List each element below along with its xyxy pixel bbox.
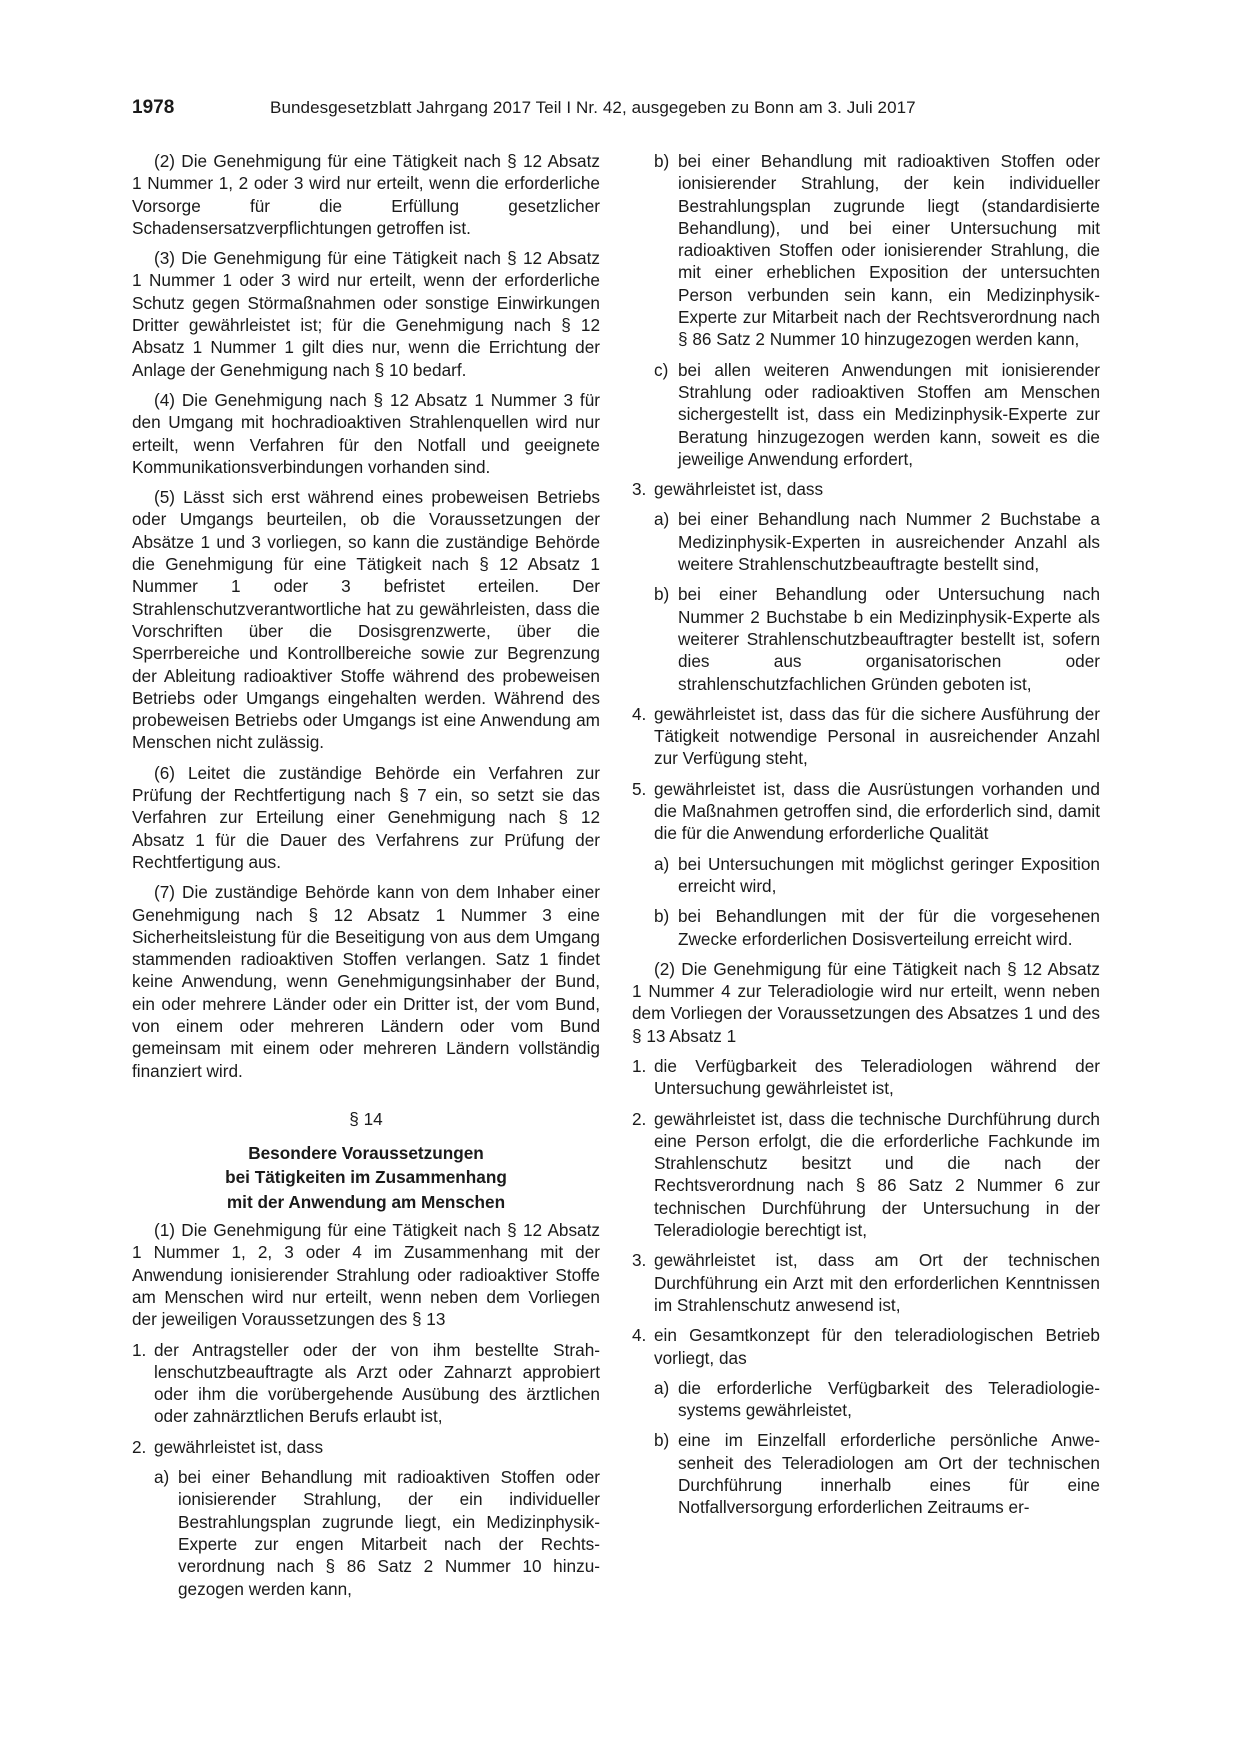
sub-list-item-text: bei einer Behandlung nach Nummer 2 Buchstabe a Medizinphysik-Experten in ausreichender Anzahl als weitere Strahlenschutzbeauftragte bestellt sind, bbox=[678, 509, 1100, 575]
list-item-text: gewährleistet ist, dass die technische Durchführung durch eine Person erfolgt, die die erforderliche Fachkunde im Strahlenschutz besitzt und die nach der Rechtsverordnung nach § 86 Satz 2 Nummer 6 zur technischen Durchführung der Untersuchung in der Teleradiologie berechtigt ist, bbox=[654, 1108, 1100, 1241]
sub-list-item bbox=[654, 583, 1100, 694]
sub-list-item bbox=[654, 359, 1100, 470]
list-marker: 4. bbox=[632, 703, 647, 724]
list-marker: 3. bbox=[632, 479, 647, 500]
list-item-text: gewährleistet ist, dass am Ort der technischen Durchführung ein Arzt mit den erforderlichen Kenntnissen im Strahlenschutz anwesend ist, bbox=[654, 1250, 1100, 1315]
list-item bbox=[632, 703, 1100, 770]
sub-list-item bbox=[154, 1466, 600, 1600]
sub-list-item-text: bei einer Behandlung mit radioaktiven Stoffen oder ionisierender Strahlung, der kein individueller Bestrahlungsplan zugrunde liegt (standardisierte Behandlung), und bei einer Untersuchung mit radioaktiven Stoffen oder ionisierender Strahlung, die mit einer erheblichen Exposition der untersuchten Person verbunden sein kann, ein Medizinphysik-Experte zur Mitarbeit nach der Rechtsverordnung nach § 86 Satz 2 Nummer 10 hinzugezogen werden kann, bbox=[678, 151, 1100, 350]
list-item-text: gewährleistet ist, dass bbox=[654, 479, 824, 500]
list-item-text: gewährleistet ist, dass die Ausrüstungen vorhanden und die Maßnahmen getroffen sind, die erforderlich sind, damit die für die Anwendung erforderliche Qualität bbox=[654, 778, 1100, 844]
list-item bbox=[632, 1055, 1100, 1100]
paragraph-13-5: (5) Lässt sich erst während eines probeweisen Betriebs oder Umgangs beurteilen, ob die Voraussetzungen der Absätze 1 und 3 vorliegen, so kann die zuständige Behörde die Genehmigung für eine Tätigkeit nach § 12 Absatz 1 Nummer 1 oder 3 befristet erteilen. Der Strahlenschutzverantwortliche hat zu gewährleisten, dass die Vorschriften über die Dosisgrenzwerte, über die Sperrbereiche und Kontrollbereiche sowie zur Begrenzung der Ableitung radioaktiver Stoffe während des probeweisen Betriebs oder Umgangs eingehalten werden. Während des probeweisen Betriebs oder Umgangs ist eine Anwendung am Menschen nicht zulässig. bbox=[132, 487, 600, 753]
sub-list-marker: a) bbox=[654, 509, 670, 530]
running-header bbox=[132, 97, 1100, 123]
section-title-line-1: Besondere Voraussetzungen bbox=[248, 1143, 484, 1164]
right-column bbox=[632, 150, 1100, 1527]
sub-list-marker: a) bbox=[654, 1377, 670, 1398]
gazette-header-title: Bundesgesetzblatt Jahrgang 2017 Teil I Nr. 42, ausgegeben zu Bonn am 3. Juli 2017 bbox=[270, 98, 916, 117]
paragraph-13-2: (2) Die Genehmigung für eine Tätigkeit nach § 12 Absatz 1 Nummer 1, 2 oder 3 wird nur erteilt, wenn die erforderliche Vorsorge für die Erfüllung gesetzlicher Schadensersatzverpflichtungen getroffen ist. bbox=[132, 151, 600, 238]
list-marker: 5. bbox=[632, 778, 647, 799]
list-item-text: die Verfügbarkeit des Teleradiologen während der Untersuchung gewährleistet ist, bbox=[654, 1055, 1100, 1099]
list-item bbox=[632, 1249, 1100, 1316]
sub-list-item bbox=[654, 508, 1100, 575]
section-title-line-2: bei Tätigkeiten im Zusammenhang bbox=[225, 1167, 507, 1188]
list-item bbox=[132, 1436, 600, 1458]
sub-list-item bbox=[654, 905, 1100, 950]
left-column bbox=[132, 150, 600, 1608]
list-item bbox=[632, 1324, 1100, 1369]
section-number: § 14 bbox=[349, 1108, 383, 1129]
sub-list-marker: c) bbox=[654, 359, 669, 380]
sub-list-marker: a) bbox=[654, 853, 670, 874]
sub-list-marker: b) bbox=[654, 1430, 670, 1451]
paragraph-14-2: (2) Die Genehmigung für eine Tätigkeit nach § 12 Absatz 1 Nummer 4 zur Teleradiologie wird nur erteilt, wenn neben dem Vorliegen der Voraussetzungen des Absatzes 1 und des § 13 Absatz 1 bbox=[632, 958, 1100, 1046]
list-marker: 4. bbox=[632, 1325, 647, 1346]
paragraph-13-3: (3) Die Genehmigung für eine Tätigkeit nach § 12 Absatz 1 Nummer 1 oder 3 wird nur erteilt, wenn der erforderliche Schutz gegen Störmaßnahmen oder sonstige Einwirkungen Dritter gewährleistet ist; für die Genehmigung nach § 12 Absatz 1 Nummer 1 gilt dies nur, wenn die Errichtung der Anlage der Genehmigung nach § 10 bedarf. bbox=[132, 248, 600, 380]
list-marker: 1. bbox=[632, 1055, 647, 1076]
list-marker: 2. bbox=[632, 1108, 647, 1129]
section-title-line-3: mit der Anwendung am Menschen bbox=[226, 1191, 506, 1212]
sub-list-item-text: eine im Einzelfall erforderliche persönliche Anwesenheit des Teleradiologen am Ort der technischen Durchführung innerhalb eines für eine Notfallversorgung erforderlichen Zeitraums er- bbox=[678, 1430, 1100, 1518]
list-marker: 3. bbox=[632, 1250, 647, 1271]
list-item-text: gewährleistet ist, dass bbox=[154, 1436, 324, 1457]
sub-list-item-text: bei Behandlungen mit der für die vorgesehenen Zwecke erforderlichen Dosisverteilung erreicht wird. bbox=[678, 906, 1100, 949]
list-item bbox=[632, 1108, 1100, 1242]
paragraph-14-1: (1) Die Genehmigung für eine Tätigkeit nach § 12 Absatz 1 Nummer 1, 2, 3 oder 4 im Zusammenhang mit der Anwendung ionisierender Strahlung oder radioaktiver Stoffe am Menschen wird nur erteilt, wenn neben dem Vorliegen der jeweiligen Voraussetzungen des § 13 bbox=[132, 1220, 600, 1330]
paragraph-13-7: (7) Die zuständige Behörde kann von dem Inhaber einer Genehmigung nach § 12 Absatz 1 Nummer 3 eine Sicherheitsleistung für die Beseitigung von aus dem Umgang stammenden radioaktiven Stoffen verlangen. Satz 1 findet keine Anwendung, wenn Genehmigungsinhaber der Bund, ein oder mehrere Länder oder ein Dritter ist, der vom Bund, von einem oder mehreren Ländern oder vom Bund gemeinsam mit einem oder mehreren Ländern vollständig finanziert wird. bbox=[132, 882, 600, 1081]
paragraph-13-4: (4) Die Genehmigung nach § 12 Absatz 1 Nummer 3 für den Umgang mit hochradioaktiven Strahlenquellen wird nur erteilt, wenn Verfahren für den Notfall und geeignete Kommunikationsverbindungen vorhanden sind. bbox=[132, 389, 600, 477]
page-number: 1978 bbox=[132, 97, 175, 118]
sub-list-item-text: bei einer Behandlung mit radioaktiven Stoffen oder ionisierender Strahlung, der ein individueller Bestrahlungsplan zugrunde liegt, ein Medizinphysik-Experte zur engen Mitarbeit nach der Rechtsverordnung nach § 86 Satz 2 Nummer 10 hinzugezogen werden kann, bbox=[178, 1467, 600, 1599]
list-marker: 1. bbox=[132, 1339, 147, 1360]
list-item-text: ein Gesamtkonzept für den teleradiologischen Betrieb vorliegt, das bbox=[654, 1325, 1100, 1368]
sub-list-item-text: bei einer Behandlung oder Untersuchung nach Nummer 2 Buchstabe b ein Medizinphysik-Experte als weiterer Strahlenschutzbeauftragter bestellt ist, sofern dies aus organisatorischen oder strahlenschutzfachlichen Gründen geboten ist, bbox=[678, 584, 1100, 694]
list-item bbox=[632, 778, 1100, 845]
paragraph-13-6: (6) Leitet die zuständige Behörde ein Verfahren zur Prüfung der Rechtfertigung nach § 7 ein, so setzt sie das Verfahren zur Erteilung einer Genehmigung nach § 12 Absatz 1 für die Dauer des Verfahrens zur Prüfung der Rechtfertigung aus. bbox=[132, 762, 600, 872]
list-item-text: gewährleistet ist, dass das für die sichere Ausführung der Tätigkeit notwendige Personal in ausreichender Anzahl zur Verfügung steht, bbox=[654, 703, 1100, 769]
sub-list-item-text: die erforderliche Verfügbarkeit des Teleradiologiesystems gewährleistet, bbox=[678, 1377, 1100, 1421]
list-item-text: der Antragsteller oder der von ihm bestellte Strahlenschutzbeauftragte als Arzt oder Zahnarzt approbiert oder ihm die vorübergehende Ausübung des ärztlichen oder zahnärztlichen Berufs erlaubt ist, bbox=[154, 1339, 600, 1427]
sub-list-marker: a) bbox=[154, 1467, 170, 1488]
list-item bbox=[632, 478, 1100, 500]
sub-list-marker: b) bbox=[654, 906, 670, 927]
list-item bbox=[132, 1339, 600, 1428]
sub-list-item bbox=[654, 1377, 1100, 1422]
sub-list-item-text: bei allen weiteren Anwendungen mit ionisierender Strahlung oder radioaktiven Stoffen am Menschen sichergestellt ist, dass ein Medizinphysik-Experte zur Beratung hinzugezogen werden kann, soweit es die jeweilige Anwendung erfordert, bbox=[678, 359, 1100, 469]
list-marker: 2. bbox=[132, 1436, 147, 1457]
sub-list-marker: b) bbox=[654, 151, 670, 171]
sub-list-item bbox=[654, 853, 1100, 898]
sub-list-marker: b) bbox=[654, 584, 670, 605]
sub-list-item bbox=[654, 150, 1100, 351]
sub-list-item-text: bei Untersuchungen mit möglichst geringer Exposition erreicht wird, bbox=[678, 853, 1100, 896]
sub-list-item bbox=[654, 1429, 1100, 1518]
